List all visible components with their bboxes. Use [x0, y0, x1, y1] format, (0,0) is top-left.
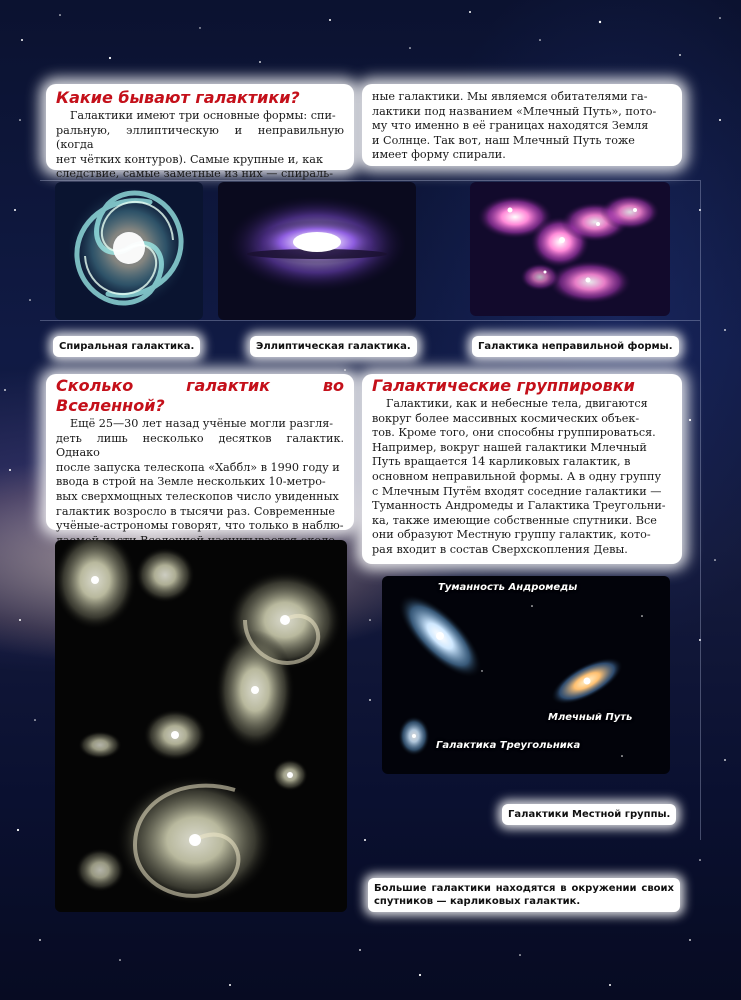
groups-heading: Галактические группировки: [372, 376, 635, 395]
kinds-text-line: следствие, самые заметные из них — спираль-: [56, 167, 333, 181]
kinds-text-line: ральную, эллиптическую и неправильную (когда: [56, 123, 344, 152]
groups-text-line: Галактики, как и небесные тела, двигаются: [386, 397, 648, 410]
groups-text-line: ка, также имеющие собственные спутники. Все: [372, 513, 657, 527]
milky-way-label: Млечный Путь: [548, 712, 633, 723]
count-text-line: деть лишь несколько десятков галактик. Однако: [56, 431, 344, 460]
elliptical-galaxy-image: [218, 182, 416, 320]
triangulum-label: Галактика Треугольника: [436, 740, 581, 751]
kinds-text-box-continued: [362, 84, 682, 166]
groups-text-line: Туманность Андромеды и Галактика Треугольни-: [372, 499, 666, 513]
kinds-text-line: лактики под названием «Млечный Путь», пото-: [372, 104, 657, 118]
groups-text-line: основном неправильной формы. А в одну группу: [372, 469, 662, 483]
irregular-galaxy-image: [470, 182, 670, 316]
groups-text-line: с Млечным Путём входят соседние галактики —: [372, 484, 662, 498]
count-text-line: галактик возросло в тысячи раз. Современные: [56, 504, 336, 518]
kinds-text-line: и Солнце. Так вот, наш Млечный Путь тоже: [372, 133, 635, 147]
count-text-line: учёные-астрономы говорят, что только в наблю-: [56, 519, 344, 533]
galaxies-collage-image: [55, 540, 347, 912]
kinds-text-line: Галактики имеют три основные формы: спи-: [70, 109, 336, 122]
count-heading: Сколько галактик во Вселенной?: [56, 376, 344, 415]
kinds-heading: Какие бывают галактики?: [56, 88, 300, 107]
kinds-text-box: [46, 84, 354, 181]
frame-line: [700, 180, 701, 840]
groups-text-line: Например, вокруг нашей галактики Млечный: [372, 440, 647, 454]
elliptical-galaxy-caption: Эллиптическая галактика.: [250, 336, 417, 357]
kinds-text-line: имеет форму спирали.: [372, 148, 506, 162]
spiral-galaxy-caption: Спиральная галактика.: [53, 336, 200, 357]
groups-text-box: [362, 374, 682, 564]
kinds-text-line: ные галактики. Мы являемся обитателями га-: [372, 90, 648, 103]
irregular-galaxy-caption: Галактика неправильной формы.: [472, 336, 679, 357]
groups-text-line: они образуют Местную группу галактик, кото-: [372, 528, 651, 542]
count-text-line: ввода в строй на Земле нескольких 10-метро-: [56, 475, 326, 489]
groups-text-line: рая входит в состав Сверхскопления Девы.: [372, 542, 628, 556]
groups-text-line: тов. Кроме того, они способны группироваться.: [372, 426, 656, 440]
kinds-text-line: нет чётких контуров). Самые крупные и, как: [56, 152, 323, 166]
count-text-line: после запуска телескопа «Хаббл» в 1990 году и: [56, 460, 340, 474]
kinds-text-line: му что именно в её границах находятся Земля: [372, 119, 649, 133]
andromeda-label: Туманность Андромеды: [438, 582, 578, 593]
count-text-line: вых сверхмощных телескопов число увиденных: [56, 489, 339, 503]
count-text-line: Ещё 25—30 лет назад учёные могли разгля-: [70, 417, 334, 430]
local-group-caption: Галактики Местной группы.: [502, 804, 676, 825]
groups-text-line: вокруг более массивных космических объек-: [372, 411, 640, 425]
count-text-box: [46, 374, 354, 533]
spiral-galaxy-image: [55, 182, 203, 320]
local-group-image: [382, 576, 670, 774]
satellites-caption: Большие галактики находятся в окружении своих спутников — карликовых галактик.: [368, 878, 680, 912]
frame-line: [40, 320, 700, 321]
groups-text-line: Путь вращается 14 карликовых галактик, в: [372, 455, 631, 469]
